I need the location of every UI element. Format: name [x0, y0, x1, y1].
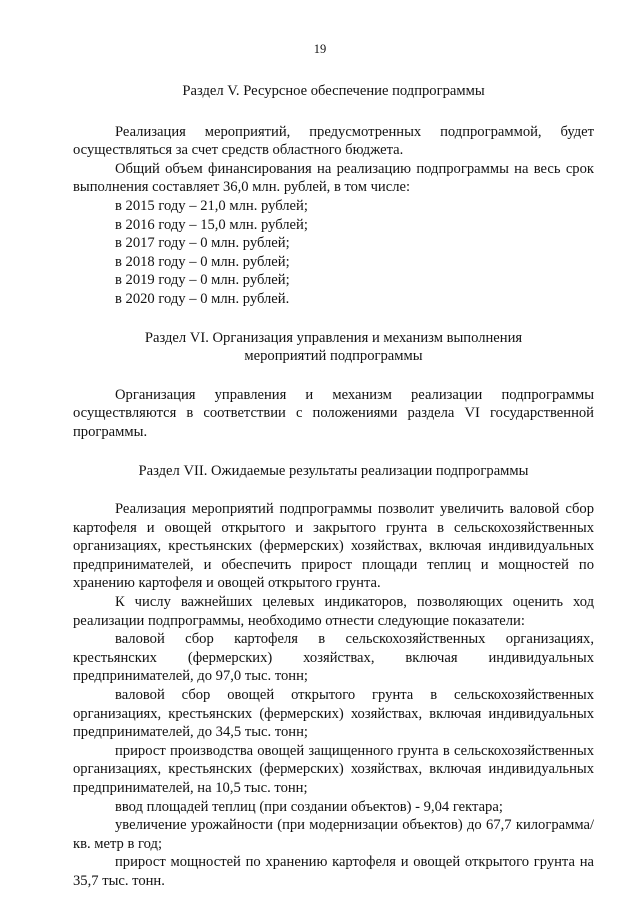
section-7-paragraph-2: К числу важнейших целевых индикаторов, позволяющих оценить ход реализации подпрограммы, необходимо отнести следующие показатели: — [73, 594, 594, 629]
indicator-yield-increase: увеличение урожайности (при модернизации объектов) до 67,7 килограмма/кв. метр в год; — [73, 817, 594, 852]
funding-year-2018: в 2018 году – 0 млн. рублей; — [115, 253, 290, 270]
page-number: 19 — [313, 42, 327, 56]
section-5-paragraph-2: Общий объем финансирования на реализацию подпрограммы на весь срок выполнения составляет 36,0 млн. рублей, в том числе: — [73, 160, 594, 196]
funding-year-2016: в 2016 году – 15,0 млн. рублей; — [115, 216, 308, 233]
funding-year-2015: в 2015 году – 21,0 млн. рублей; — [115, 197, 308, 214]
section-6-title-line-1: Раздел VI. Организация управления и механизм выполнения — [144, 329, 523, 346]
section-6-paragraph-1: Организация управления и механизм реализации подпрограммы осуществляются в соответствии с положениями раздела VI государственной программы. — [73, 386, 594, 440]
indicator-protected-ground-vegetables: прирост производства овощей защищенного грунта в сельскохозяйственных организациях, крестьянских (фермерских) хозяйствах, включая индивидуальных предпринимателей, на 10,5 тыс. тонн; — [73, 742, 594, 796]
section-7-title: Раздел VII. Ожидаемые результаты реализации подпрограммы — [138, 462, 529, 479]
section-5-paragraph-1: Реализация мероприятий, предусмотренных подпрограммой, будет осуществляться за счет средств областного бюджета. — [73, 123, 594, 159]
indicator-potato-harvest: валовой сбор картофеля в сельскохозяйственных организациях, крестьянских (фермерских) хозяйствах, включая индивидуальных предпринимателей, до 97,0 тыс. тонн; — [73, 631, 594, 685]
funding-year-2017: в 2017 году – 0 млн. рублей; — [115, 235, 290, 252]
section-5-title: Раздел V. Ресурсное обеспечение подпрограммы — [182, 83, 485, 99]
indicator-greenhouse-area: ввод площадей теплиц (при создании объектов) - 9,04 гектара; — [115, 798, 503, 815]
section-7-paragraph-1: Реализация мероприятий подпрограммы позволит увеличить валовой сбор картофеля и овощей открытого и закрытого грунта в сельскохозяйственных организациях, крестьянских (фермерских) хозяйствах, включая индивидуальных предпринимателей, и обеспечить прирост площади теплиц и мощностей по хранению картофеля и овощей открытого грунта. — [73, 501, 594, 592]
indicator-open-ground-vegetables: валовой сбор овощей открытого грунта в сельскохозяйственных организациях, крестьянских (фермерских) хозяйствах, включая индивидуальных предпринимателей, до 34,5 тыс. тонн; — [73, 687, 594, 741]
page-content — [73, 82, 594, 891]
section-6-title-line-2: мероприятий подпрограммы — [244, 348, 423, 365]
funding-year-2019: в 2019 году – 0 млн. рублей; — [115, 272, 290, 289]
funding-year-2020: в 2020 году – 0 млн. рублей. — [115, 290, 290, 307]
indicator-storage-capacity: прирост мощностей по хранению картофеля и овощей открытого грунта на 35,7 тыс. тонн. — [73, 854, 594, 889]
